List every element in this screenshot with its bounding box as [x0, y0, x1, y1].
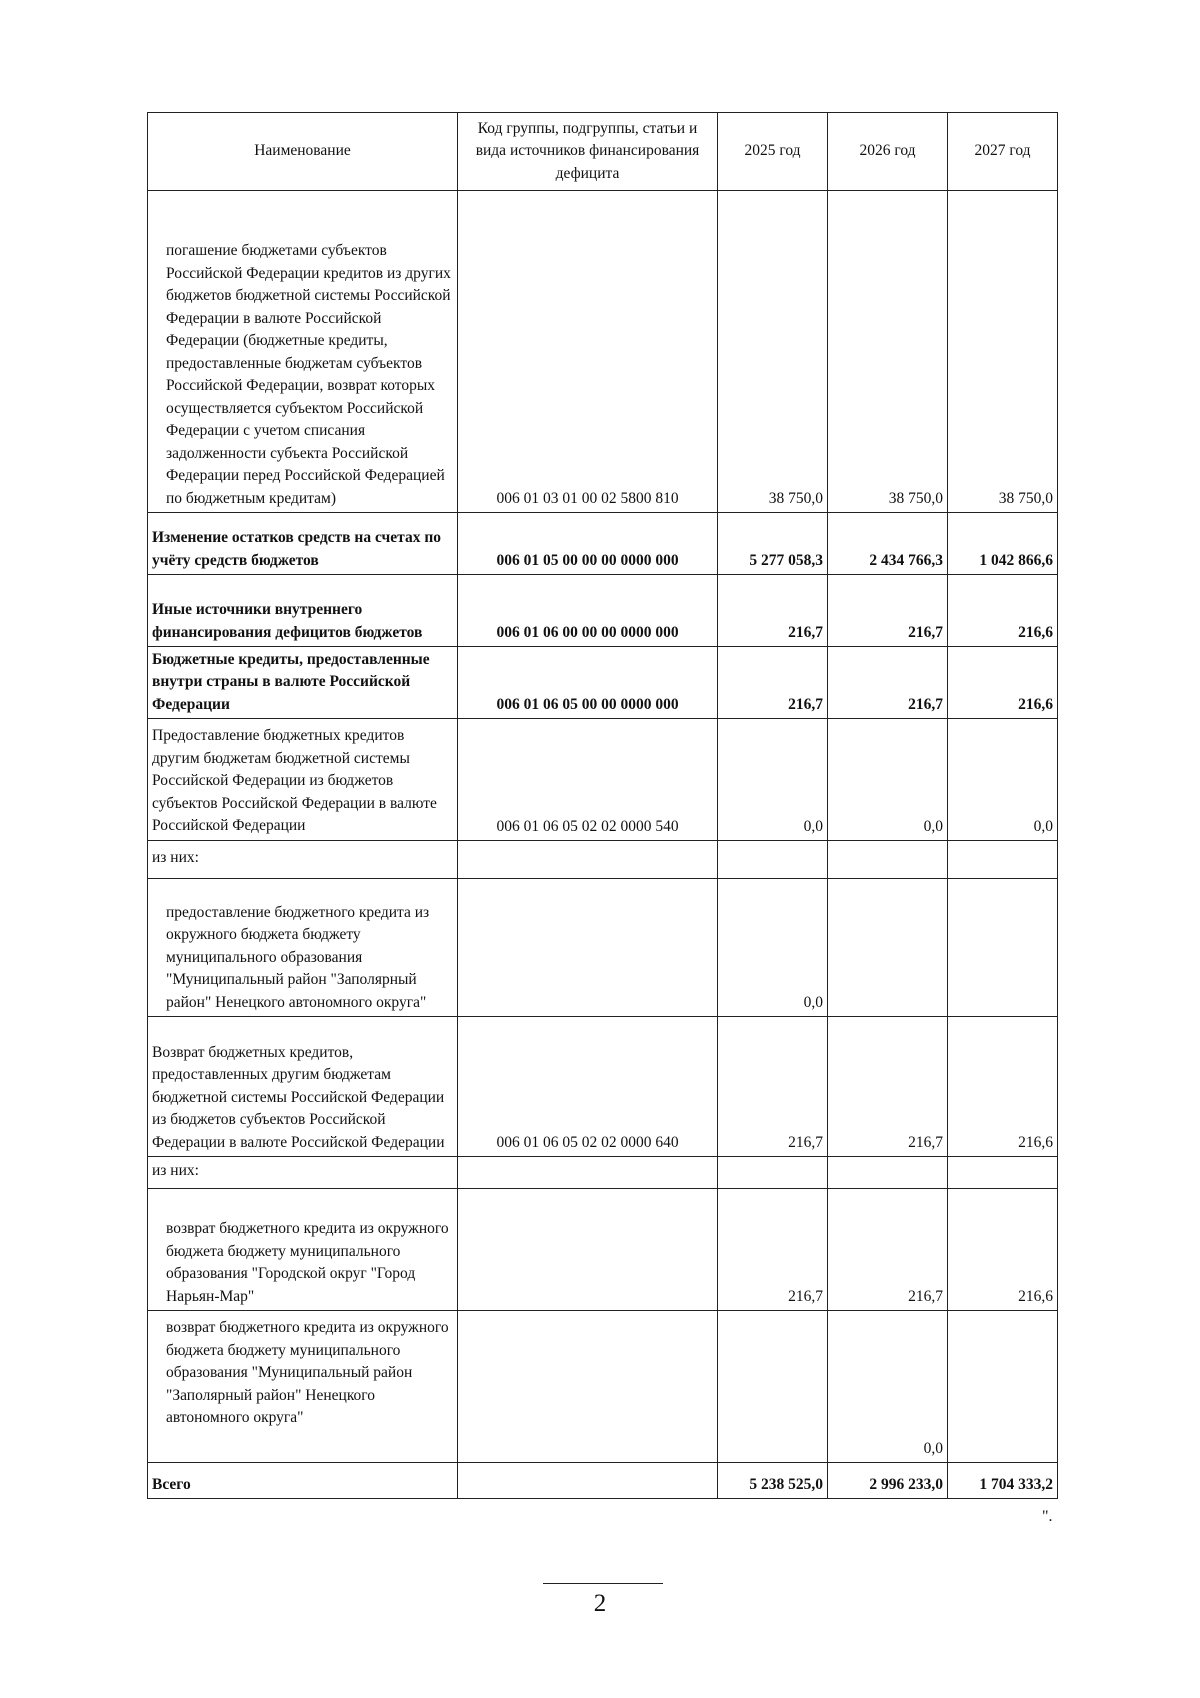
row-code: 006 01 03 01 00 02 5800 810 — [458, 191, 718, 513]
row-code — [458, 1311, 718, 1463]
row-code: 006 01 06 05 02 02 0000 640 — [458, 1017, 718, 1157]
row-name: возврат бюджетного кредита из окружного бюджета бюджету муниципального образования "Городской округ "Город Нарьян-Мар" — [148, 1189, 458, 1311]
row-name: Бюджетные кредиты, предоставленные внутри страны в валюте Российской Федерации — [148, 647, 458, 719]
row-code — [458, 879, 718, 1017]
row-name: Предоставление бюджетных кредитов другим бюджетам бюджетной системы Российской Федерации из бюджетов субъектов Российской Федерации в валюте Российской Федерации — [148, 719, 458, 841]
row-code: 006 01 06 05 00 00 0000 000 — [458, 647, 718, 719]
header-2025: 2025 год — [718, 113, 828, 191]
row-value-2027: 38 750,0 — [948, 191, 1058, 513]
row-code — [458, 1157, 718, 1189]
row-value-2026: 216,7 — [828, 1189, 948, 1311]
table-row — [148, 1017, 1058, 1157]
header-name: Наименование — [148, 113, 458, 191]
row-code — [458, 1463, 718, 1499]
row-value-2026: 38 750,0 — [828, 191, 948, 513]
sources-of-financing-table — [147, 112, 1058, 1499]
row-code: 006 01 05 00 00 00 0000 000 — [458, 513, 718, 575]
row-value-2025: 5 238 525,0 — [718, 1463, 828, 1499]
table-row — [148, 1311, 1058, 1463]
row-value-2026: 2 996 233,0 — [828, 1463, 948, 1499]
row-value-2027 — [948, 841, 1058, 879]
row-value-2026: 216,7 — [828, 1017, 948, 1157]
table-row — [148, 1189, 1058, 1311]
row-value-2027: 216,6 — [948, 1017, 1058, 1157]
row-value-2025: 0,0 — [718, 879, 828, 1017]
row-value-2025: 5 277 058,3 — [718, 513, 828, 575]
row-value-2025: 38 750,0 — [718, 191, 828, 513]
row-value-2026 — [828, 841, 948, 879]
table-row — [148, 1157, 1058, 1189]
table-row — [148, 575, 1058, 647]
row-value-2027: 216,6 — [948, 647, 1058, 719]
row-value-2026 — [828, 879, 948, 1017]
row-value-2027 — [948, 1311, 1058, 1463]
table-header-row — [148, 113, 1058, 191]
row-value-2026: 0,0 — [828, 1311, 948, 1463]
row-value-2027 — [948, 1157, 1058, 1189]
table-row — [148, 719, 1058, 841]
row-value-2026: 0,0 — [828, 719, 948, 841]
table-row — [148, 841, 1058, 879]
row-name: погашение бюджетами субъектов Российской Федерации кредитов из других бюджетов бюджетной системы Российской Федерации в валюте Российской Федерации (бюджетные кредиты, предоставленные бюджетам субъектов Российской Федерации, возврат которых осуществляется субъектом Российской Федерации с учетом списания задолженности субъекта Российской Федерации перед Российской Федерацией по бюджетным кредитам) — [148, 191, 458, 513]
closing-quote: ". — [1042, 1508, 1053, 1525]
table-row — [148, 647, 1058, 719]
row-name: Всего — [148, 1463, 458, 1499]
row-value-2026: 2 434 766,3 — [828, 513, 948, 575]
row-value-2025 — [718, 1157, 828, 1189]
row-value-2027: 0,0 — [948, 719, 1058, 841]
row-value-2025: 216,7 — [718, 575, 828, 647]
row-name: предоставление бюджетного кредита из окружного бюджета бюджету муниципального образования "Муниципальный район "Заполярный район" Ненецкого автономного округа" — [148, 879, 458, 1017]
row-name: из них: — [148, 1157, 458, 1189]
row-name: возврат бюджетного кредита из окружного бюджета бюджету муниципального образования "Муниципальный район "Заполярный район" Ненецкого автономного округа" — [148, 1311, 458, 1463]
row-value-2027: 1 704 333,2 — [948, 1463, 1058, 1499]
header-code: Код группы, подгруппы, статьи и вида источников финансирования дефицита — [458, 113, 718, 191]
row-value-2025: 216,7 — [718, 1017, 828, 1157]
table-row — [148, 191, 1058, 513]
footer-divider — [543, 1583, 663, 1584]
row-code: 006 01 06 05 02 02 0000 540 — [458, 719, 718, 841]
row-value-2025 — [718, 841, 828, 879]
row-value-2027: 1 042 866,6 — [948, 513, 1058, 575]
row-name: Возврат бюджетных кредитов, предоставленных другим бюджетам бюджетной системы Российской Федерации из бюджетов субъектов Российской Федерации в валюте Российской Федерации — [148, 1017, 458, 1157]
header-2027: 2027 год — [948, 113, 1058, 191]
page-number: 2 — [593, 1590, 607, 1617]
row-value-2025: 0,0 — [718, 719, 828, 841]
row-value-2026 — [828, 1157, 948, 1189]
row-value-2025: 216,7 — [718, 647, 828, 719]
row-value-2025 — [718, 1311, 828, 1463]
row-value-2027 — [948, 879, 1058, 1017]
row-code — [458, 841, 718, 879]
table-row — [148, 879, 1058, 1017]
row-name: Изменение остатков средств на счетах по учёту средств бюджетов — [148, 513, 458, 575]
row-value-2027: 216,6 — [948, 575, 1058, 647]
row-value-2025: 216,7 — [718, 1189, 828, 1311]
row-value-2026: 216,7 — [828, 575, 948, 647]
row-value-2026: 216,7 — [828, 647, 948, 719]
row-code — [458, 1189, 718, 1311]
table-row — [148, 513, 1058, 575]
row-name: Иные источники внутреннего финансирования дефицитов бюджетов — [148, 575, 458, 647]
row-name: из них: — [148, 841, 458, 879]
row-code: 006 01 06 00 00 00 0000 000 — [458, 575, 718, 647]
table-row-total — [148, 1463, 1058, 1499]
row-value-2027: 216,6 — [948, 1189, 1058, 1311]
header-2026: 2026 год — [828, 113, 948, 191]
